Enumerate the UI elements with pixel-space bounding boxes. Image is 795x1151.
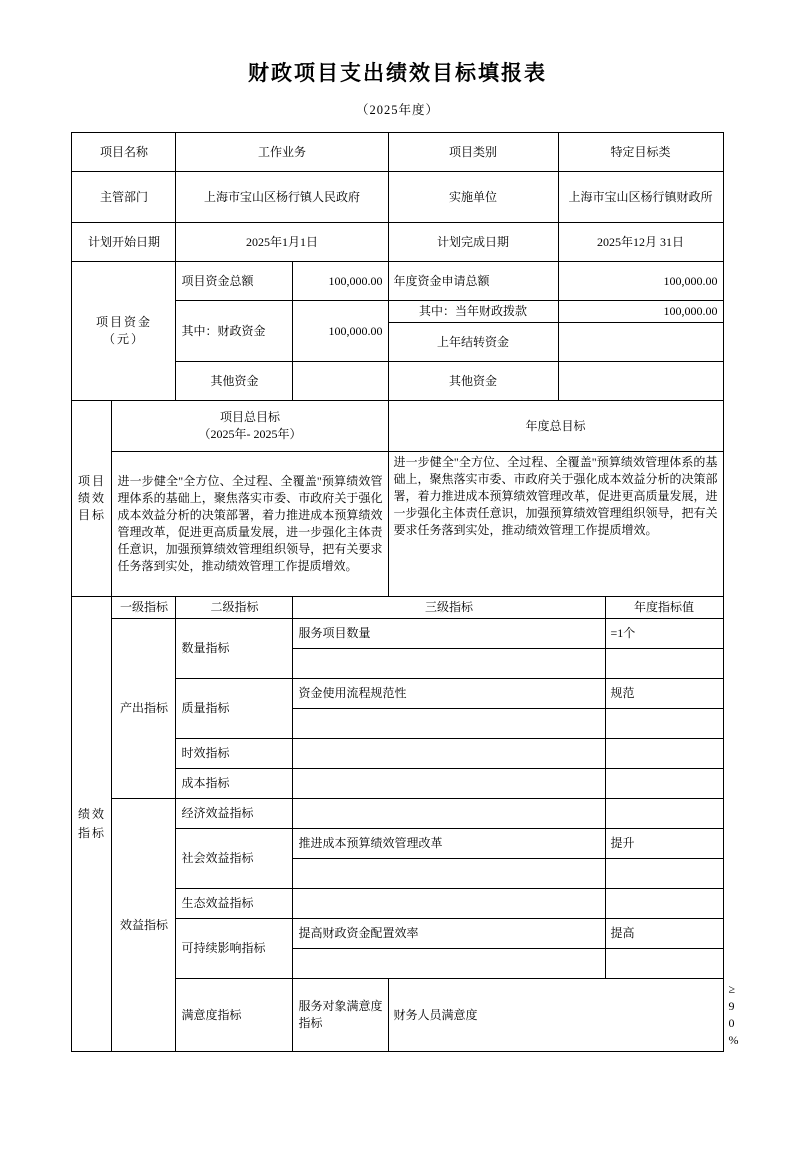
funds-annual-request-value: 100,000.00 — [558, 262, 723, 301]
indicator-output-level3-cost — [293, 769, 605, 799]
indicator-benefit-level2-sustainable: 可持续影响指标 — [176, 919, 293, 979]
funds-other-left-label: 其他资金 — [176, 362, 293, 401]
indicator-benefit-value-social-1: 提升 — [605, 829, 723, 859]
indicator-output-level3-quality-1: 资金使用流程规范性 — [293, 679, 605, 709]
indicator-header-level3: 三级指标 — [293, 597, 605, 619]
indicator-benefit-level3-social-2 — [293, 859, 605, 889]
indicator-benefit-value-economic — [605, 799, 723, 829]
goals-annual-header: 年度总目标 — [388, 401, 723, 452]
funds-carryover-value — [558, 323, 723, 362]
department-value: 上海市宝山区杨行镇人民政府 — [176, 172, 388, 223]
end-date-value: 2025年12月 31日 — [558, 223, 723, 262]
table-row-output-quantity-1 — [72, 619, 723, 649]
indicator-output-value-quality-2 — [605, 709, 723, 739]
page-title: 财政项目支出绩效目标填报表 — [248, 61, 547, 85]
funds-current-year-label: 其中：当年财政拨款 — [388, 301, 558, 323]
table-row-dates — [72, 223, 723, 262]
table-row-funds-total — [72, 262, 723, 301]
indicator-output-level2-quality: 质量指标 — [176, 679, 293, 739]
indicator-output-level3-quality-2 — [293, 709, 605, 739]
indicator-output-value-quantity-2 — [605, 649, 723, 679]
indicator-output-level2-quantity: 数量指标 — [176, 619, 293, 679]
funds-total-value: 100,000.00 — [293, 262, 388, 301]
indicator-benefit-level3-ecological — [293, 889, 605, 919]
indicator-benefit-level2-social: 社会效益指标 — [176, 829, 293, 889]
funds-section-label-text: 项目资金 — [95, 315, 152, 329]
funds-current-year-value: 100,000.00 — [558, 301, 723, 323]
goals-annual-text: 进一步健全"全方位、全过程、全覆盖"预算绩效管理体系的基础上，聚焦落实市委、市政府关于强化成本效益分析的决策部署，着力推进成本预算绩效管理改革，促进更高质量发展，进一步强化主体责任意识，加强预算绩效管理组织领导，把有关要求任务落到实处，推动绩效管理工作提质增效。 — [388, 452, 723, 597]
indicator-benefit-level3-sustainable-2 — [293, 949, 605, 979]
indicator-benefit-level1: 效益指标 — [112, 799, 176, 1052]
funds-fiscal-value: 100,000.00 — [293, 301, 388, 362]
document-page — [0, 58, 795, 1151]
table-row-project-name — [72, 133, 723, 172]
implementing-unit-value: 上海市宝山区杨行镇财政所 — [558, 172, 723, 223]
start-date-value: 2025年1月1日 — [176, 223, 388, 262]
implementing-unit-label: 实施单位 — [388, 172, 558, 223]
indicator-output-level2-cost: 成本指标 — [176, 769, 293, 799]
indicator-satisfaction-level3: 财务人员满意度 — [388, 979, 723, 1052]
performance-goal-table — [71, 132, 739, 1052]
goals-overall-text: 进一步健全"全方位、全过程、全覆盖"预算绩效管理体系的基础上，聚焦落实市委、市政府关于强化成本效益分析的决策部署，着力推进成本预算绩效管理改革，促进更高质量发展，进一步强化主体责任意识，加强预算绩效管理组织领导，把有关要求任务落到实处，推动绩效管理工作提质增效。 — [112, 452, 388, 597]
indicator-satisfaction-level1: 满意度指标 — [176, 979, 293, 1052]
indicator-output-level1: 产出指标 — [112, 619, 176, 799]
project-name-value: 工作业务 — [176, 133, 388, 172]
page-subtitle: （2025年度） — [355, 103, 439, 117]
goals-section-label: 项目绩效目标 — [72, 401, 112, 597]
indicator-output-value-quality-1: 规范 — [605, 679, 723, 709]
table-row-goals-header — [72, 401, 723, 452]
indicator-header-annual-value: 年度指标值 — [605, 597, 723, 619]
indicator-benefit-level3-sustainable-1: 提高财政资金配置效率 — [293, 919, 605, 949]
funds-other-right-value — [558, 362, 723, 401]
indicator-satisfaction-level2: 服务对象满意度指标 — [293, 979, 388, 1052]
end-date-label: 计划完成日期 — [388, 223, 558, 262]
indicator-benefit-value-sustainable-2 — [605, 949, 723, 979]
indicator-header-level1: 一级指标 — [112, 597, 176, 619]
goals-overall-header — [112, 401, 388, 452]
table-row-benefit-economic — [72, 799, 723, 829]
funds-carryover-label: 上年结转资金 — [388, 323, 558, 362]
indicator-benefit-level2-ecological: 生态效益指标 — [176, 889, 293, 919]
indicator-output-level3-quantity-1: 服务项目数量 — [293, 619, 605, 649]
department-label: 主管部门 — [72, 172, 176, 223]
indicator-benefit-value-ecological — [605, 889, 723, 919]
start-date-label: 计划开始日期 — [72, 223, 176, 262]
goals-overall-header-line1: 项目总目标 — [219, 410, 280, 424]
indicator-output-value-timeliness — [605, 739, 723, 769]
funds-fiscal-label: 其中：财政资金 — [176, 301, 293, 362]
funds-total-label: 项目资金总额 — [176, 262, 293, 301]
indicator-benefit-value-sustainable-1: 提高 — [605, 919, 723, 949]
indicator-output-level2-timeliness: 时效指标 — [176, 739, 293, 769]
funds-annual-request-label: 年度资金申请总额 — [388, 262, 558, 301]
table-row-satisfaction: 满意度指标 服务对象满意度指标 财务人员满意度 ≥90% — [72, 979, 723, 1052]
indicator-benefit-level2-economic: 经济效益指标 — [176, 799, 293, 829]
table-row-goals-text — [72, 452, 723, 597]
indicator-benefit-level3-social-1: 推进成本预算绩效管理改革 — [293, 829, 605, 859]
table-row-indicator-headers — [72, 597, 723, 619]
indicators-section-label — [72, 597, 112, 1052]
project-name-label: 项目名称 — [72, 133, 176, 172]
table-row-department — [72, 172, 723, 223]
indicator-output-level3-quantity-2 — [293, 649, 605, 679]
project-category-value: 特定目标类 — [558, 133, 723, 172]
funds-other-left-value — [293, 362, 388, 401]
project-category-label: 项目类别 — [388, 133, 558, 172]
indicator-output-level3-timeliness — [293, 739, 605, 769]
indicators-section-label-text: 绩效指标 — [77, 807, 106, 840]
indicator-header-level2: 二级指标 — [176, 597, 293, 619]
funds-section-label — [72, 262, 176, 401]
funds-other-right-label: 其他资金 — [388, 362, 558, 401]
indicator-benefit-value-social-2 — [605, 859, 723, 889]
indicator-output-value-cost — [605, 769, 723, 799]
indicator-benefit-level3-economic — [293, 799, 605, 829]
indicator-output-value-quantity-1: =1个 — [605, 619, 723, 649]
goals-overall-header-line2: （2025年- 2025年） — [198, 427, 302, 441]
funds-section-unit-text: （元） — [102, 332, 145, 346]
